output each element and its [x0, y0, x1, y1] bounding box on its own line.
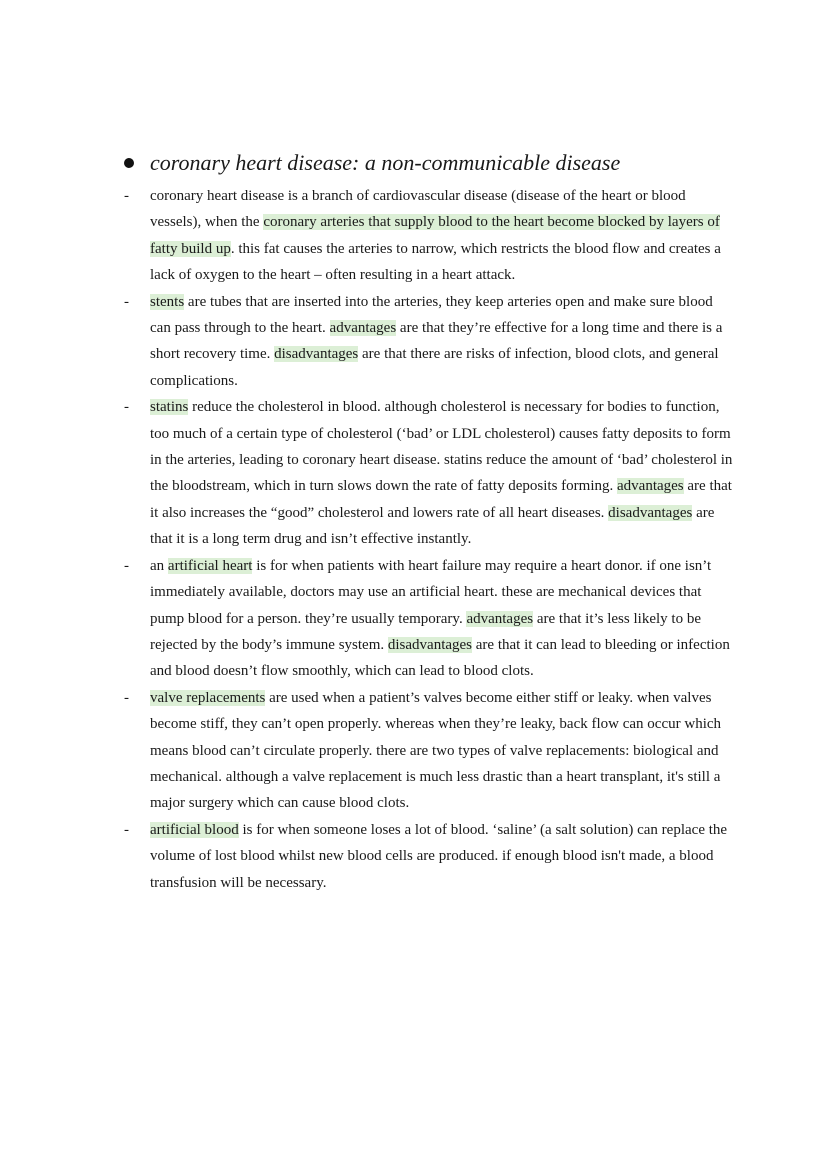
highlighted-text: disadvantages — [608, 504, 693, 521]
body-text: reduce the cholesterol in blood. although cholesterol is necessary for bodies to function, too much of a certain type of cholesterol (‘bad’ or LDL cholesterol) causes fatty deposits to form in the arteries, leading to coronary heart disease. statins reduce the amount of ‘bad’ cholesterol in the bloodstream, which in turn slows down the rate of fatty deposits forming. — [150, 399, 733, 495]
dash-marker: - — [124, 557, 129, 574]
highlighted-text: stents — [150, 293, 185, 310]
dash-marker: - — [124, 399, 129, 416]
highlighted-text: advantages — [329, 320, 397, 337]
highlighted-text: advantages — [466, 610, 534, 627]
dash-marker: - — [124, 293, 129, 310]
highlighted-text: artificial heart — [167, 557, 253, 574]
body-text: are that there are risks of infection, blood clots, and general complications. — [150, 346, 719, 389]
list-item — [124, 394, 734, 552]
highlighted-text: valve replacements — [150, 689, 266, 706]
dash-marker: - — [124, 821, 129, 838]
highlighted-text: disadvantages — [274, 346, 359, 363]
body-text: coronary heart disease is a branch of cardiovascular disease (disease of the heart or blood vessels), when the — [150, 188, 686, 231]
body-text: are that it can lead to bleeding or infection and blood doesn’t flow smoothly, which can lead to blood clots. — [150, 636, 730, 680]
dash-marker: - — [124, 188, 129, 204]
list-item — [124, 817, 734, 896]
section-heading — [124, 150, 620, 176]
list-item — [124, 553, 734, 685]
heading-text: coronary heart disease: a non-communicable disease — [150, 150, 621, 175]
body-text: is for when someone loses a lot of blood. ‘saline’ (a salt solution) can replace the volume of lost blood whilst new blood cells are produced. if enough blood isn't made, a blood transfusion will be necessary. — [150, 821, 728, 891]
dash-marker: - — [124, 689, 129, 706]
bullet-icon — [124, 158, 134, 168]
body-text: are tubes that are inserted into the arteries, they keep arteries open and make sure blood can pass through to the heart. — [150, 293, 713, 337]
highlighted-text: advantages — [617, 478, 684, 495]
list-item — [124, 685, 734, 817]
highlighted-text: artificial blood — [150, 821, 239, 838]
highlighted-text: disadvantages — [387, 636, 473, 653]
body-text: are that it is a long term drug and isn’t effective instantly. — [150, 504, 715, 548]
highlighted-text: statins — [150, 399, 189, 416]
list-item — [124, 183, 734, 289]
body-text: are that it’s less likely to be rejected by the body’s immune system. — [150, 610, 701, 653]
highlighted-text: coronary arteries that supply blood to the heart become blocked by layers of fatty build up — [150, 214, 720, 257]
bullet-list — [124, 183, 734, 896]
body-text: are that they’re effective for a long time and there is a short recovery time. — [150, 320, 723, 363]
list-item — [124, 289, 734, 395]
body-text: an — [150, 557, 168, 574]
body-text: is for when patients with heart failure may require a heart donor. if one isn’t immediately available, doctors may use an artificial heart. these are mechanical devices that pump blood for a person. they’re usually temporary. — [150, 557, 712, 627]
body-text: . this fat causes the arteries to narrow, which restricts the blood flow and creates a lack of oxygen to the heart – often resulting in a heart attack. — [150, 240, 721, 284]
body-text: are that it also increases the “good” cholesterol and lowers rate of all heart diseases. — [150, 478, 732, 521]
body-text: are used when a patient’s valves become either stiff or leaky. when valves become stiff, they can’t open properly. whereas when they’re leaky, back flow can occur which means blood can’t circulate properly. there are two types of valve replacements: biological and mechanical. although a valve replacement is much less drastic than a heart transplant, it's still a major surgery which can cause blood clots. — [150, 689, 722, 812]
